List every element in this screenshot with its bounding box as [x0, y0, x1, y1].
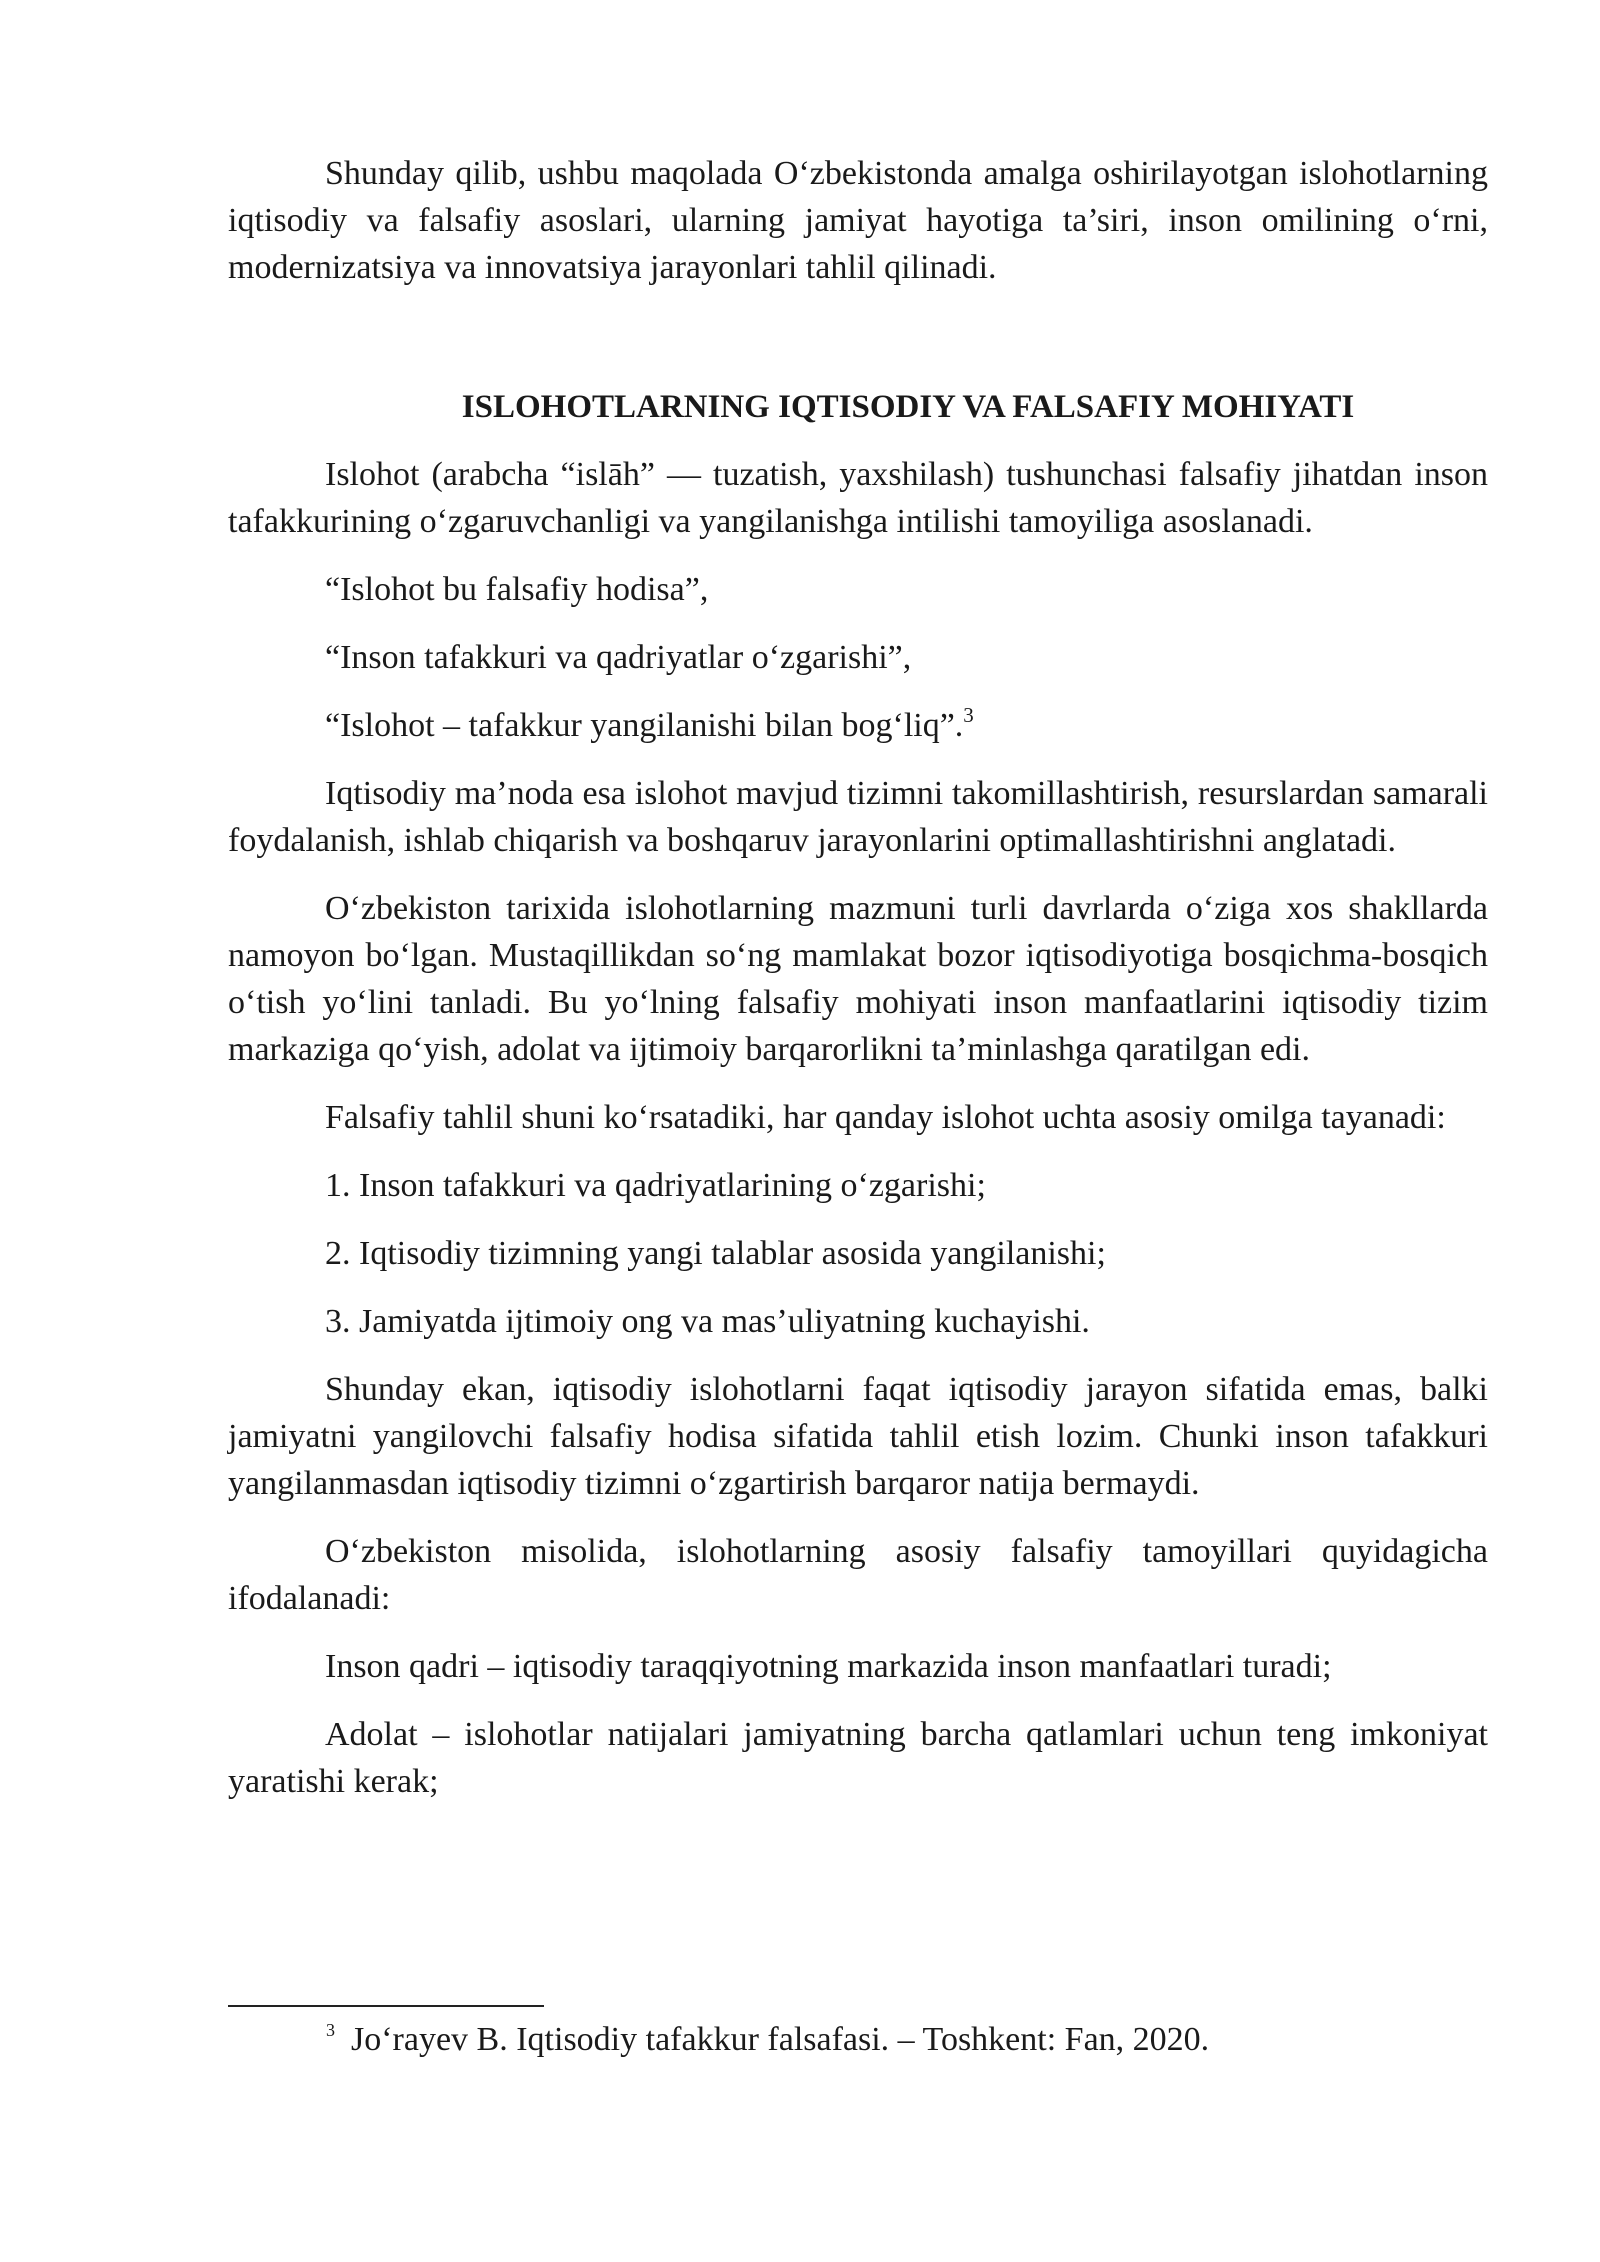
- paragraph-principles-intro: O‘zbekiston misolida, islohotlarning asosiy falsafiy tamoyillari quyidagicha ifodalanadi:: [228, 1533, 1488, 1617]
- principle-item: Inson qadri – iqtisodiy taraqqiyotning markazida inson manfaatlari turadi;: [325, 1648, 1332, 1685]
- footnote-number: 3: [326, 2020, 335, 2040]
- quote-text: “Islohot – tafakkur yangilanishi bilan bog‘liq”.: [325, 707, 964, 744]
- paragraph-economic-meaning: Iqtisodiy ma’noda esa islohot mavjud tizimni takomillashtirish, resurslardan samarali foydalanish, ishlab chiqarish va boshqaruv jarayonlarini optimallashtirishni anglatadi.: [228, 775, 1488, 859]
- list-item: 2. Iqtisodiy tizimning yangi talablar asosida yangilanishi;: [325, 1235, 1106, 1272]
- intro-paragraph: Shunday qilib, ushbu maqolada O‘zbekistonda amalga oshirilayotgan islohotlarning iqtisodiy va falsafiy asoslari, ularning jamiyat hayotiga ta’siri, inson omilining o‘rni, modernizatsiya va innovatsiya jarayonlari tahlil qilinadi.: [228, 155, 1488, 286]
- list-item: 1. Inson tafakkuri va qadriyatlarining o‘zgarishi;: [325, 1167, 986, 1204]
- footnote: [326, 2017, 1209, 2063]
- paragraph-conclusion: Shunday ekan, iqtisodiy islohotlarni faqat iqtisodiy jarayon sifatida emas, balki jamiyatni yangilovchi falsafiy hodisa sifatida tahlil etish lozim. Chunki inson tafakkuri yangilanmasdan iqtisodiy tizimni o‘zgartirish barqaror natija bermaydi.: [228, 1371, 1488, 1502]
- footnote-divider: [228, 2005, 544, 2007]
- principle-item: Adolat – islohotlar natijalari jamiyatning barcha qatlamlari uchun teng imkoniyat yaratishi kerak;: [228, 1716, 1488, 1800]
- list-item: 3. Jamiyatda ijtimoiy ong va mas’uliyatning kuchayishi.: [325, 1303, 1090, 1340]
- paragraph-islohot-definition: Islohot (arabcha “islāh” — tuzatish, yaxshilash) tushunchasi falsafiy jihatdan inson tafakkurining o‘zgaruvchanligi va yangilanishga intilishi tamoyiliga asoslanadi.: [228, 456, 1488, 540]
- quote-line: “Inson tafakkuri va qadriyatlar o‘zgarishi”,: [325, 639, 912, 676]
- footnote-reference: 3: [963, 703, 974, 727]
- paragraph-history: O‘zbekiston tarixida islohotlarning mazmuni turli davrlarda o‘ziga xos shakllarda namoyon bo‘lgan. Mustaqillikdan so‘ng mamlakat bozor iqtisodiyotiga bosqichma-bosqich o‘tish yo‘lini tanladi. Bu yo‘lning falsafiy mohiyati inson manfaatlarini iqtisodiy tizim markaziga qo‘yish, adolat va ijtimoiy barqarorlikni ta’minlashga qaratilgan edi.: [228, 890, 1488, 1068]
- quote-line-with-footnote: [228, 702, 1488, 749]
- quote-line: “Islohot bu falsafiy hodisa”,: [325, 571, 709, 608]
- document-page: [228, 150, 1488, 1805]
- paragraph-analysis: Falsafiy tahlil shuni ko‘rsatadiki, har qanday islohot uchta asosiy omilga tayanadi:: [325, 1099, 1446, 1136]
- footnote-text: Jo‘rayev B. Iqtisodiy tafakkur falsafasi. – Toshkent: Fan, 2020.: [351, 2021, 1210, 2058]
- section-title: ISLOHOTLARNING IQTISODIY VA FALSAFIY MOHIYATI: [461, 389, 1355, 425]
